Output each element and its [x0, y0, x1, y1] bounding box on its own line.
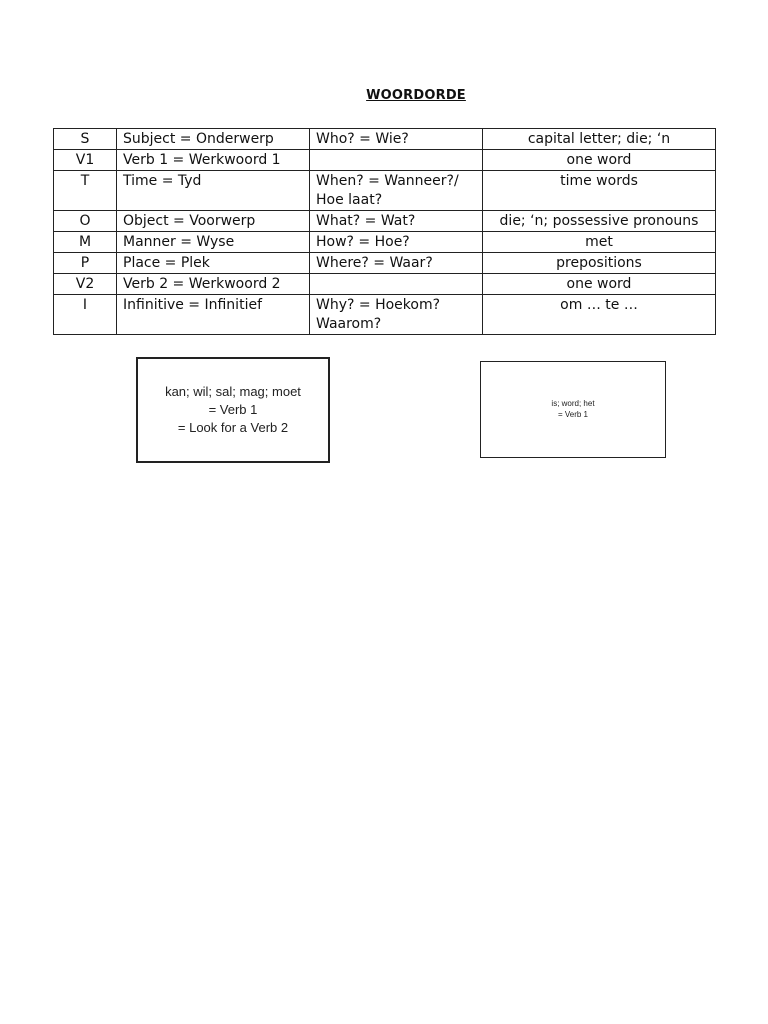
code-cell: S: [54, 129, 117, 150]
clue-cell: met: [483, 232, 716, 253]
table-row: [54, 171, 716, 211]
question-cell: Where? = Waar?: [310, 253, 483, 274]
element-cell: Place = Plek: [117, 253, 310, 274]
table-row: [54, 274, 716, 295]
code-cell: V1: [54, 150, 117, 171]
question-cell: [310, 150, 483, 171]
page-title: WOORDORDE: [366, 88, 466, 103]
code-cell: V2: [54, 274, 117, 295]
table-row: [54, 295, 716, 335]
element-cell: Time = Tyd: [117, 171, 310, 211]
element-cell: Infinitive = Infinitief: [117, 295, 310, 335]
question-cell: When? = Wanneer?/ Hoe laat?: [310, 171, 483, 211]
code-cell: I: [54, 295, 117, 335]
table-row: [54, 232, 716, 253]
note-line: is; word; het: [551, 399, 595, 408]
note-line: kan; wil; sal; mag; moet: [165, 384, 301, 399]
table-row: [54, 150, 716, 171]
clue-cell: om … te …: [483, 295, 716, 335]
table-row: [54, 211, 716, 232]
note-line: = Verb 1: [557, 410, 589, 419]
code-cell: T: [54, 171, 117, 211]
clue-cell: one word: [483, 274, 716, 295]
element-cell: Verb 2 = Werkwoord 2: [117, 274, 310, 295]
question-cell: [310, 274, 483, 295]
code-cell: M: [54, 232, 117, 253]
code-cell: O: [54, 211, 117, 232]
clue-cell: time words: [483, 171, 716, 211]
note-line: = Look for a Verb 2: [177, 420, 289, 435]
element-cell: Object = Voorwerp: [117, 211, 310, 232]
element-cell: Subject = Onderwerp: [117, 129, 310, 150]
question-cell: Why? = Hoekom? Waarom?: [310, 295, 483, 335]
clue-cell: die; ‘n; possessive pronouns: [483, 211, 716, 232]
word-order-table: [53, 128, 716, 335]
question-cell: What? = Wat?: [310, 211, 483, 232]
modal-verbs-note-box: [136, 357, 330, 463]
table-row: [54, 129, 716, 150]
auxiliary-verbs-note-box: [480, 361, 666, 458]
clue-cell: capital letter; die; ‘n: [483, 129, 716, 150]
table-row: [54, 253, 716, 274]
clue-cell: one word: [483, 150, 716, 171]
question-cell: Who? = Wie?: [310, 129, 483, 150]
element-cell: Verb 1 = Werkwoord 1: [117, 150, 310, 171]
note-line: = Verb 1: [208, 402, 258, 417]
clue-cell: prepositions: [483, 253, 716, 274]
question-cell: How? = Hoe?: [310, 232, 483, 253]
element-cell: Manner = Wyse: [117, 232, 310, 253]
code-cell: P: [54, 253, 117, 274]
